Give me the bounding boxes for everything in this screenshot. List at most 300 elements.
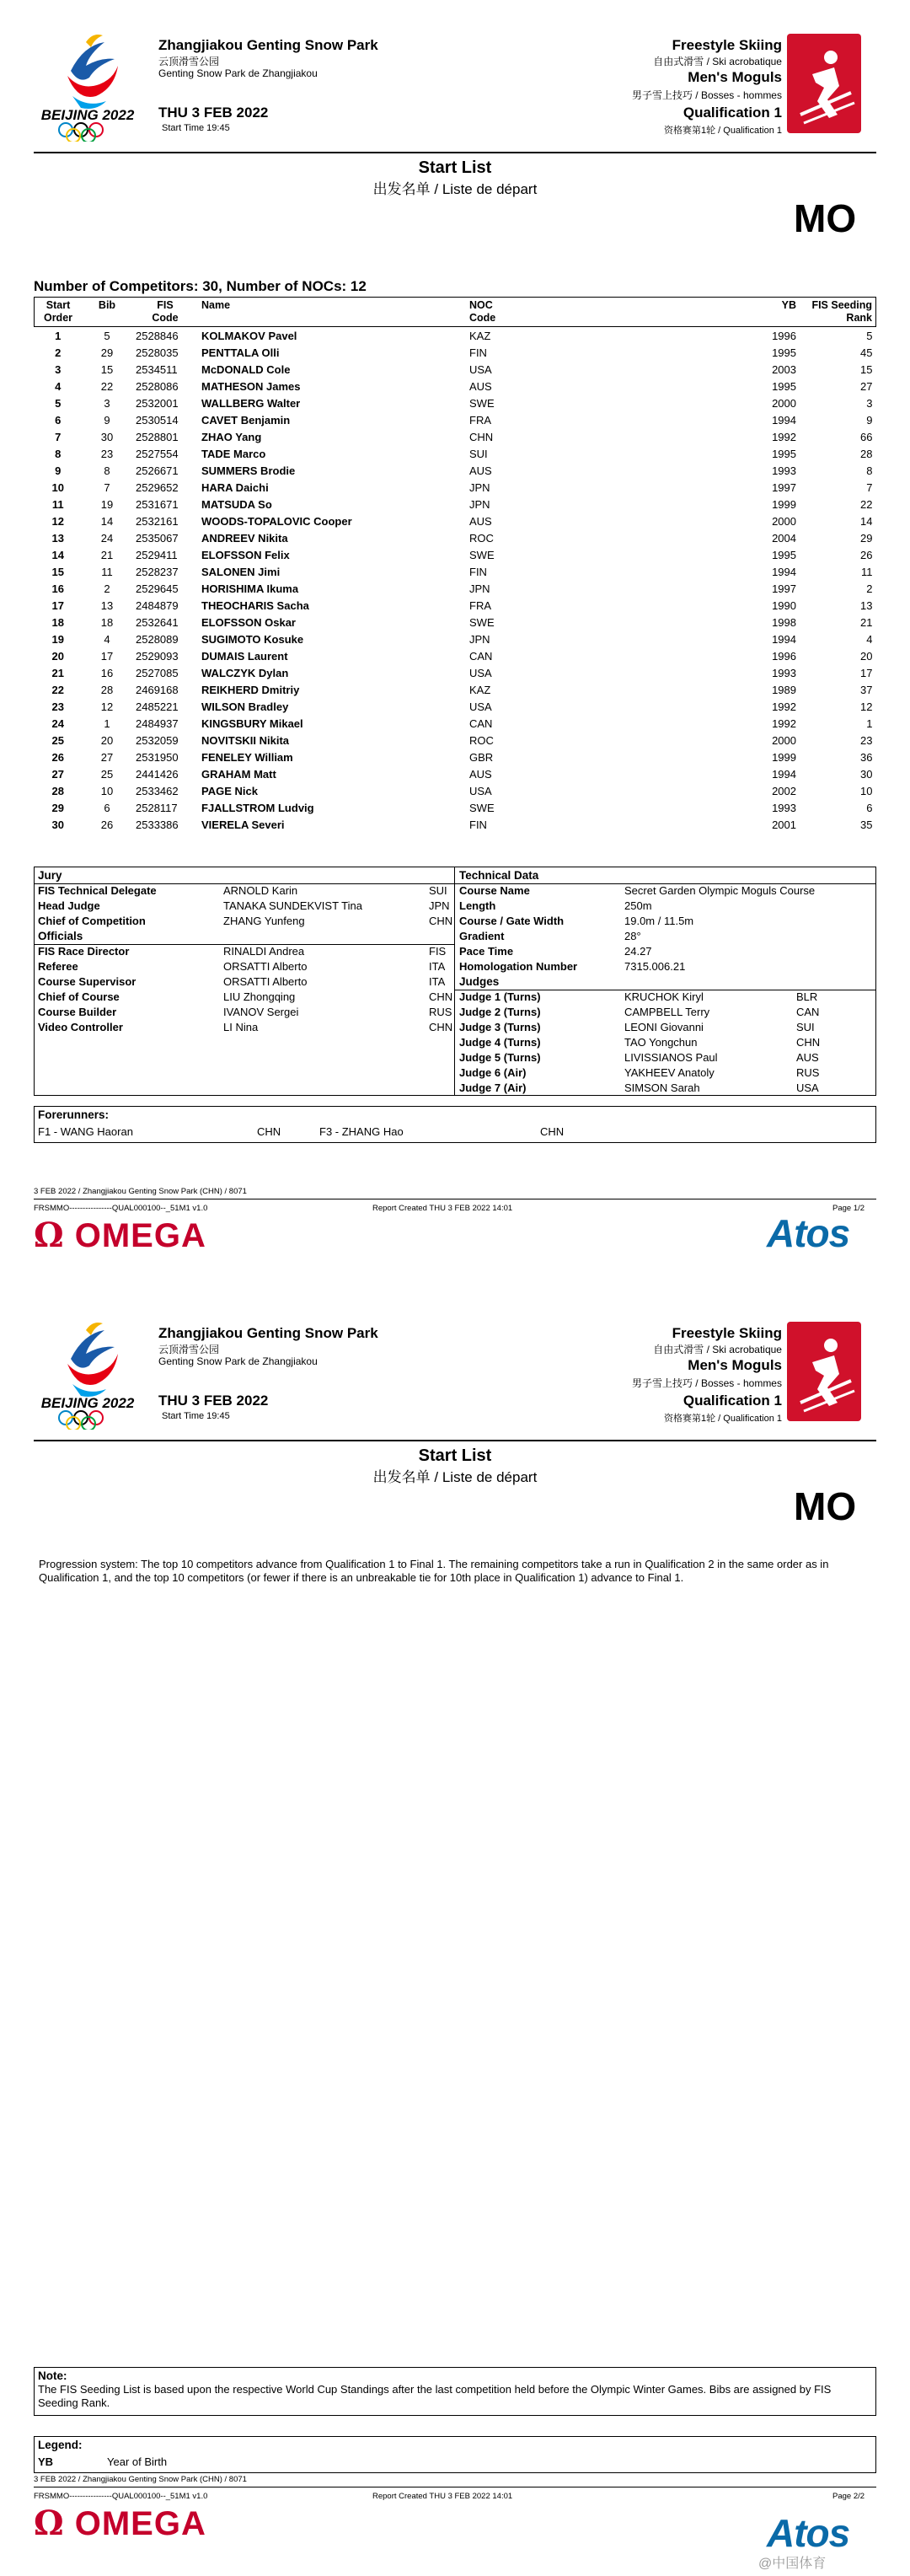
cell-order: 13: [51, 531, 64, 545]
col-name: Name: [198, 298, 466, 327]
cell-rank: 3: [866, 396, 873, 410]
cell-bib: 12: [100, 700, 114, 713]
technical-value: 28°: [624, 930, 641, 942]
cell-fis: 2441426: [136, 767, 179, 781]
cell-yb: 1996: [772, 329, 796, 342]
cell-rank: 12: [860, 700, 873, 713]
sport-name-cn: 自由式滑雪 / Ski acrobatique: [653, 1344, 782, 1355]
cell-yb: 1998: [772, 615, 796, 629]
cell-yb: 1995: [772, 548, 796, 561]
cell-bib: 28: [100, 683, 114, 696]
cell-yb: 2001: [772, 818, 796, 831]
cell-name: MATHESON James: [201, 379, 301, 393]
cell-name: FJALLSTROM Ludvig: [201, 801, 314, 814]
cell-noc: SWE: [469, 801, 495, 814]
cell-rank: 2: [866, 582, 873, 595]
cell-name: CAVET Benjamin: [201, 413, 291, 427]
judge-role: Judge 7 (Air): [459, 1081, 527, 1094]
cell-fis: 2528086: [136, 379, 179, 393]
cell-order: 7: [55, 430, 62, 443]
cell-name: VIERELA Severi: [201, 818, 285, 831]
cell-noc: USA: [469, 666, 492, 679]
technical-heading: Technical Data: [459, 869, 539, 882]
jury-technical-block: [34, 867, 876, 1096]
judge-name: LIVISSIANOS Paul: [624, 1051, 718, 1064]
cell-bib: 3: [104, 396, 110, 410]
cell-name: WOODS-TOPALOVIC Cooper: [201, 514, 352, 528]
technical-value: 19.0m / 11.5m: [624, 915, 694, 927]
table-row: [35, 546, 876, 563]
cell-name: SUMMERS Brodie: [201, 464, 296, 477]
judge-name: CAMPBELL Terry: [624, 1006, 710, 1018]
competitor-count: Number of Competitors: 30, Number of NOCs: 12: [34, 278, 367, 294]
cell-name: ELOFSSON Oskar: [201, 615, 296, 629]
cell-bib: 16: [100, 666, 114, 679]
page-subtitle: 出发名单 / Liste de départ: [372, 1469, 538, 1485]
cell-name: HARA Daichi: [201, 480, 269, 494]
official-role: Video Controller: [38, 1021, 123, 1033]
official-role: Referee: [38, 960, 78, 973]
cell-order: 27: [51, 767, 64, 781]
cell-bib: 14: [100, 514, 114, 528]
cell-rank: 23: [860, 733, 873, 747]
cell-rank: 27: [860, 379, 873, 393]
table-row: [35, 698, 876, 715]
table-row: [35, 361, 876, 378]
cell-fis: 2529093: [136, 649, 179, 663]
forerunner-f3: F3 - ZHANG Hao: [319, 1125, 404, 1138]
judge-noc: AUS: [796, 1051, 819, 1064]
cell-bib: 26: [100, 818, 114, 831]
cell-bib: 30: [100, 430, 114, 443]
cell-rank: 17: [860, 666, 873, 679]
cell-name: HORISHIMA Ikuma: [201, 582, 299, 595]
cell-noc: ROC: [469, 733, 494, 747]
cell-order: 18: [51, 615, 64, 629]
jury-noc: JPN: [429, 899, 450, 912]
cell-fis: 2533462: [136, 784, 179, 797]
omega-logo: Ω OMEGA: [34, 2504, 206, 2543]
official-name: RINALDI Andrea: [223, 945, 305, 958]
judge-role: Judge 5 (Turns): [459, 1051, 541, 1064]
venue-name-cn: 云顶滑雪公园: [158, 1344, 220, 1355]
cell-bib: 4: [104, 632, 110, 646]
officials-heading: Officials: [38, 930, 83, 942]
cell-name: DUMAIS Laurent: [201, 649, 288, 663]
cell-noc: ROC: [469, 531, 494, 545]
cell-order: 11: [51, 497, 64, 511]
phase-name: Qualification 1: [682, 1393, 782, 1409]
table-row: [35, 631, 876, 647]
cell-fis: 2484937: [136, 716, 179, 730]
cell-yb: 1990: [772, 598, 796, 612]
cell-yb: 1993: [772, 666, 796, 679]
table-row: [35, 344, 876, 361]
table-row: [35, 782, 876, 799]
cell-rank: 21: [860, 615, 873, 629]
col-fis-code: FIS Code: [132, 298, 198, 327]
cell-fis: 2528117: [136, 801, 178, 814]
cell-name: SUGIMOTO Kosuke: [201, 632, 304, 646]
judge-name: LEONI Giovanni: [624, 1021, 704, 1033]
note-text: The FIS Seeding List is based upon the respective World Cup Standings after the last competition held before the Olympic Winter Games. Bibs are assigned by FIS Seeding Rank.: [38, 2383, 832, 2409]
jury-heading: Jury: [38, 869, 62, 882]
cell-rank: 9: [866, 413, 873, 427]
cell-yb: 2004: [772, 531, 796, 545]
cell-yb: 1997: [772, 582, 796, 595]
cell-rank: 13: [860, 598, 873, 612]
cell-bib: 5: [104, 329, 110, 342]
cell-order: 4: [55, 379, 62, 393]
forerunner-f1: F1 - WANG Haoran: [38, 1125, 133, 1138]
official-noc: RUS: [429, 1006, 452, 1018]
col-bib: Bib: [82, 298, 132, 327]
official-name: ORSATTI Alberto: [223, 960, 308, 973]
cell-bib: 17: [100, 649, 114, 663]
jury-name: ZHANG Yunfeng: [223, 915, 305, 927]
cell-fis: 2529411: [136, 548, 178, 561]
cell-name: MATSUDA So: [201, 497, 272, 511]
phase-name-cn: 资格赛第1轮 / Qualification 1: [664, 1414, 782, 1424]
event-date: THU 3 FEB 2022: [158, 105, 269, 121]
judges-heading: Judges: [459, 975, 500, 988]
cell-name: NOVITSKII Nikita: [201, 733, 290, 747]
cell-name: SALONEN Jimi: [201, 565, 281, 578]
cell-bib: 9: [104, 413, 110, 427]
table-row: [35, 378, 876, 394]
cell-order: 1: [55, 329, 62, 342]
event-name-cn: 男子雪上技巧 / Bosses - hommes: [631, 1377, 782, 1389]
judge-noc: CHN: [796, 1036, 821, 1049]
table-row: [35, 732, 876, 749]
event-name-cn: 男子雪上技巧 / Bosses - hommes: [631, 89, 782, 101]
beijing-2022-logo-icon: [37, 29, 138, 142]
logo-text: BEIJING 2022: [40, 1395, 135, 1411]
judge-role: Judge 4 (Turns): [459, 1036, 541, 1049]
cell-noc: CAN: [469, 649, 493, 663]
cell-noc: FRA: [469, 413, 491, 427]
cell-noc: AUS: [469, 767, 492, 781]
venue-name: Zhangjiakou Genting Snow Park: [158, 1325, 378, 1341]
table-row: [35, 529, 876, 546]
official-noc: ITA: [429, 960, 446, 973]
table-row: [35, 411, 876, 428]
official-name: LI Nina: [223, 1021, 259, 1033]
cell-yb: 1989: [772, 683, 796, 696]
cell-fis: 2534511: [136, 362, 178, 376]
cell-name: ZHAO Yang: [201, 430, 262, 443]
official-role: FIS Race Director: [38, 945, 130, 958]
watermark: @中国体育: [758, 2557, 827, 2571]
cell-fis: 2531950: [136, 750, 179, 764]
judge-noc: BLR: [796, 990, 818, 1003]
technical-label: Pace Time: [459, 945, 514, 958]
sport-name: Freestyle Skiing: [672, 37, 782, 53]
legend-key: YB: [38, 2455, 54, 2468]
technical-label: Course / Gate Width: [459, 915, 565, 927]
cell-rank: 26: [860, 548, 873, 561]
cell-fis: 2469168: [136, 683, 179, 696]
table-row: [35, 327, 876, 345]
cell-yb: 1994: [772, 632, 796, 646]
atos-logo: Atos: [767, 2511, 850, 2555]
cell-bib: 29: [100, 346, 114, 359]
venue-name-cn: 云顶滑雪公园: [158, 56, 220, 67]
cell-bib: 15: [100, 362, 114, 376]
cell-noc: GBR: [469, 750, 494, 764]
cell-name: FENELEY William: [201, 750, 293, 764]
cell-yb: 2000: [772, 514, 796, 528]
sport-code: MO: [794, 1484, 857, 1528]
cell-yb: 1995: [772, 379, 796, 393]
forerunner-f1-noc: CHN: [257, 1125, 281, 1138]
forerunners-block: [34, 1106, 876, 1143]
judge-name: SIMSON Sarah: [624, 1081, 700, 1094]
cell-rank: 28: [860, 447, 873, 460]
table-row: [35, 715, 876, 732]
cell-noc: SUI: [469, 447, 488, 460]
technical-label: Course Name: [459, 884, 530, 897]
cell-fis: 2526671: [136, 464, 179, 477]
col-yb: YB: [599, 298, 800, 327]
technical-value: 24.27: [624, 945, 652, 958]
cell-noc: USA: [469, 362, 492, 376]
note-heading: Note:: [38, 2369, 67, 2382]
cell-rank: 45: [860, 346, 873, 359]
cell-order: 10: [51, 480, 64, 494]
cell-order: 29: [51, 801, 64, 814]
cell-noc: FIN: [469, 818, 487, 831]
cell-yb: 1994: [772, 565, 796, 578]
cell-fis: 2485221: [136, 700, 179, 713]
cell-noc: JPN: [469, 497, 490, 511]
cell-bib: 24: [100, 531, 114, 545]
table-row: [35, 799, 876, 816]
cell-noc: SWE: [469, 548, 495, 561]
cell-bib: 1: [104, 716, 110, 730]
technical-label: Gradient: [459, 930, 505, 942]
cell-fis: 2532161: [136, 514, 179, 528]
cell-rank: 37: [860, 683, 873, 696]
cell-yb: 1995: [772, 447, 796, 460]
cell-bib: 23: [100, 447, 114, 460]
cell-rank: 8: [866, 464, 873, 477]
page-title: Start List: [418, 1446, 492, 1465]
footer-doc-code: FRSMMO----------------QUAL000100--_51M1 v1.0: [34, 2492, 208, 2501]
col-start-order: Start Order: [35, 298, 83, 327]
cell-order: 19: [51, 632, 64, 646]
col-noc-code: NOC Code: [466, 298, 599, 327]
cell-yb: 2002: [772, 784, 796, 797]
cell-name: THEOCHARIS Sacha: [201, 598, 309, 612]
footer-page-number: Page 1/2: [832, 1204, 865, 1213]
cell-name: WALLBERG Walter: [201, 396, 301, 410]
page-subtitle: 出发名单 / Liste de départ: [372, 181, 538, 197]
cell-fis: 2535067: [136, 531, 179, 545]
cell-order: 3: [55, 362, 62, 376]
table-row: [35, 428, 876, 445]
page-title: Start List: [418, 158, 492, 177]
table-row: [35, 462, 876, 479]
cell-yb: 2003: [772, 362, 796, 376]
sport-code: MO: [794, 196, 857, 240]
judge-role: Judge 6 (Air): [459, 1066, 527, 1079]
logo-text: BEIJING 2022: [40, 107, 135, 123]
cell-order: 24: [51, 716, 64, 730]
official-noc: CHN: [429, 990, 453, 1003]
cell-bib: 22: [100, 379, 114, 393]
jury-role: Head Judge: [38, 899, 100, 912]
cell-rank: 5: [866, 329, 873, 342]
cell-order: 22: [51, 683, 64, 696]
cell-fis: 2533386: [136, 818, 179, 831]
legend-value: Year of Birth: [107, 2455, 168, 2468]
cell-order: 12: [51, 514, 64, 528]
cell-name: PENTTALA Olli: [201, 346, 280, 359]
technical-label: Homologation Number: [459, 960, 578, 973]
cell-name: WALCZYK Dylan: [201, 666, 289, 679]
cell-fis: 2532641: [136, 615, 179, 629]
footer-location: 3 FEB 2022 / Zhangjiakou Genting Snow Park (CHN) / 8071: [34, 1187, 247, 1196]
cell-noc: KAZ: [469, 683, 491, 696]
table-header-row: [35, 298, 876, 327]
official-noc: FIS: [429, 945, 447, 958]
official-name: IVANOV Sergei: [223, 1006, 299, 1018]
legend-block: [34, 2436, 876, 2473]
cell-yb: 1994: [772, 767, 796, 781]
venue-name: Zhangjiakou Genting Snow Park: [158, 37, 378, 53]
cell-name: ANDREEV Nikita: [201, 531, 288, 545]
cell-noc: USA: [469, 700, 492, 713]
cell-fis: 2527554: [136, 447, 179, 460]
jury-name: ARNOLD Karin: [223, 884, 298, 897]
cell-rank: 6: [866, 801, 873, 814]
jury-noc: SUI: [429, 884, 447, 897]
cell-rank: 4: [866, 632, 873, 646]
official-role: Chief of Course: [38, 990, 120, 1003]
judge-name: TAO Yongchun: [624, 1036, 698, 1049]
cell-yb: 1993: [772, 801, 796, 814]
cell-name: REIKHERD Dmitriy: [201, 683, 300, 696]
cell-name: McDONALD Cole: [201, 362, 291, 376]
table-row: [35, 597, 876, 614]
cell-bib: 21: [100, 548, 114, 561]
header-rule: [34, 1440, 876, 1441]
cell-order: 8: [55, 447, 62, 460]
cell-order: 5: [55, 396, 62, 410]
cell-fis: 2528846: [136, 329, 179, 342]
footer-location: 3 FEB 2022 / Zhangjiakou Genting Snow Park (CHN) / 8071: [34, 2475, 247, 2484]
forerunners-heading: Forerunners:: [38, 1108, 110, 1121]
cell-order: 14: [51, 548, 64, 561]
cell-name: PAGE Nick: [201, 784, 258, 797]
judge-role: Judge 1 (Turns): [459, 990, 541, 1003]
cell-rank: 1: [866, 716, 873, 730]
official-role: Course Builder: [38, 1006, 117, 1018]
start-time: Start Time 19:45: [162, 123, 230, 133]
cell-bib: 6: [104, 801, 110, 814]
cell-fis: 2529652: [136, 480, 179, 494]
cell-fis: 2532001: [136, 396, 179, 410]
cell-order: 21: [51, 666, 64, 679]
cell-bib: 19: [100, 497, 114, 511]
cell-rank: 29: [860, 531, 873, 545]
table-row: [35, 496, 876, 513]
table-row: [35, 749, 876, 765]
cell-yb: 1999: [772, 750, 796, 764]
cell-yb: 1997: [772, 480, 796, 494]
col-fis-seeding-rank: FIS Seeding Rank: [800, 298, 876, 327]
judge-name: KRUCHOK Kiryl: [624, 990, 704, 1003]
cell-noc: AUS: [469, 379, 492, 393]
cell-fis: 2527085: [136, 666, 179, 679]
cell-bib: 18: [100, 615, 114, 629]
cell-bib: 20: [100, 733, 114, 747]
cell-bib: 2: [104, 582, 110, 595]
cell-order: 2: [55, 346, 62, 359]
table-row: [35, 479, 876, 496]
cell-order: 30: [51, 818, 64, 831]
cell-fis: 2484879: [136, 598, 179, 612]
note-block: [34, 2367, 876, 2416]
cell-order: 16: [51, 582, 64, 595]
cell-order: 17: [51, 598, 64, 612]
jury-role: FIS Technical Delegate: [38, 884, 157, 897]
cell-rank: 14: [860, 514, 873, 528]
official-noc: CHN: [429, 1021, 453, 1033]
cell-bib: 10: [100, 784, 114, 797]
cell-order: 28: [51, 784, 64, 797]
table-row: [35, 681, 876, 698]
cell-name: ELOFSSON Felix: [201, 548, 290, 561]
footer-report-created: Report Created THU 3 FEB 2022 14:01: [372, 2492, 513, 2501]
event-date: THU 3 FEB 2022: [158, 1393, 269, 1409]
technical-value: 250m: [624, 899, 652, 912]
judge-name: YAKHEEV Anatoly: [624, 1066, 715, 1079]
cell-name: WILSON Bradley: [201, 700, 289, 713]
footer-page-number: Page 2/2: [832, 2492, 865, 2501]
official-noc: ITA: [429, 975, 446, 988]
cell-rank: 30: [860, 767, 873, 781]
phase-name-cn: 资格赛第1轮 / Qualification 1: [664, 126, 782, 136]
cell-fis: 2528089: [136, 632, 179, 646]
omega-symbol-icon: Ω: [34, 2504, 65, 2543]
cell-fis: 2528035: [136, 346, 179, 359]
cell-noc: FRA: [469, 598, 491, 612]
cell-fis: 2529645: [136, 582, 179, 595]
beijing-2022-logo-icon: [37, 1317, 138, 1430]
cell-noc: USA: [469, 784, 492, 797]
table-row: [35, 513, 876, 529]
atos-logo: Atos: [767, 1211, 850, 1255]
jury-name: TANAKA SUNDEKVIST Tina: [223, 899, 362, 912]
table-row: [35, 816, 876, 833]
cell-order: 6: [55, 413, 62, 427]
cell-rank: 36: [860, 750, 873, 764]
official-name: ORSATTI Alberto: [223, 975, 308, 988]
cell-rank: 20: [860, 649, 873, 663]
table-row: [35, 614, 876, 631]
cell-fis: 2530514: [136, 413, 179, 427]
block-divider: [454, 867, 455, 1095]
technical-label: Length: [459, 899, 496, 912]
cell-yb: 1992: [772, 430, 796, 443]
cell-noc: SWE: [469, 396, 495, 410]
official-name: LIU Zhongqing: [223, 990, 296, 1003]
freestyle-moguls-pictogram-icon: [787, 34, 861, 133]
cell-order: 15: [51, 565, 64, 578]
cell-noc: JPN: [469, 480, 490, 494]
